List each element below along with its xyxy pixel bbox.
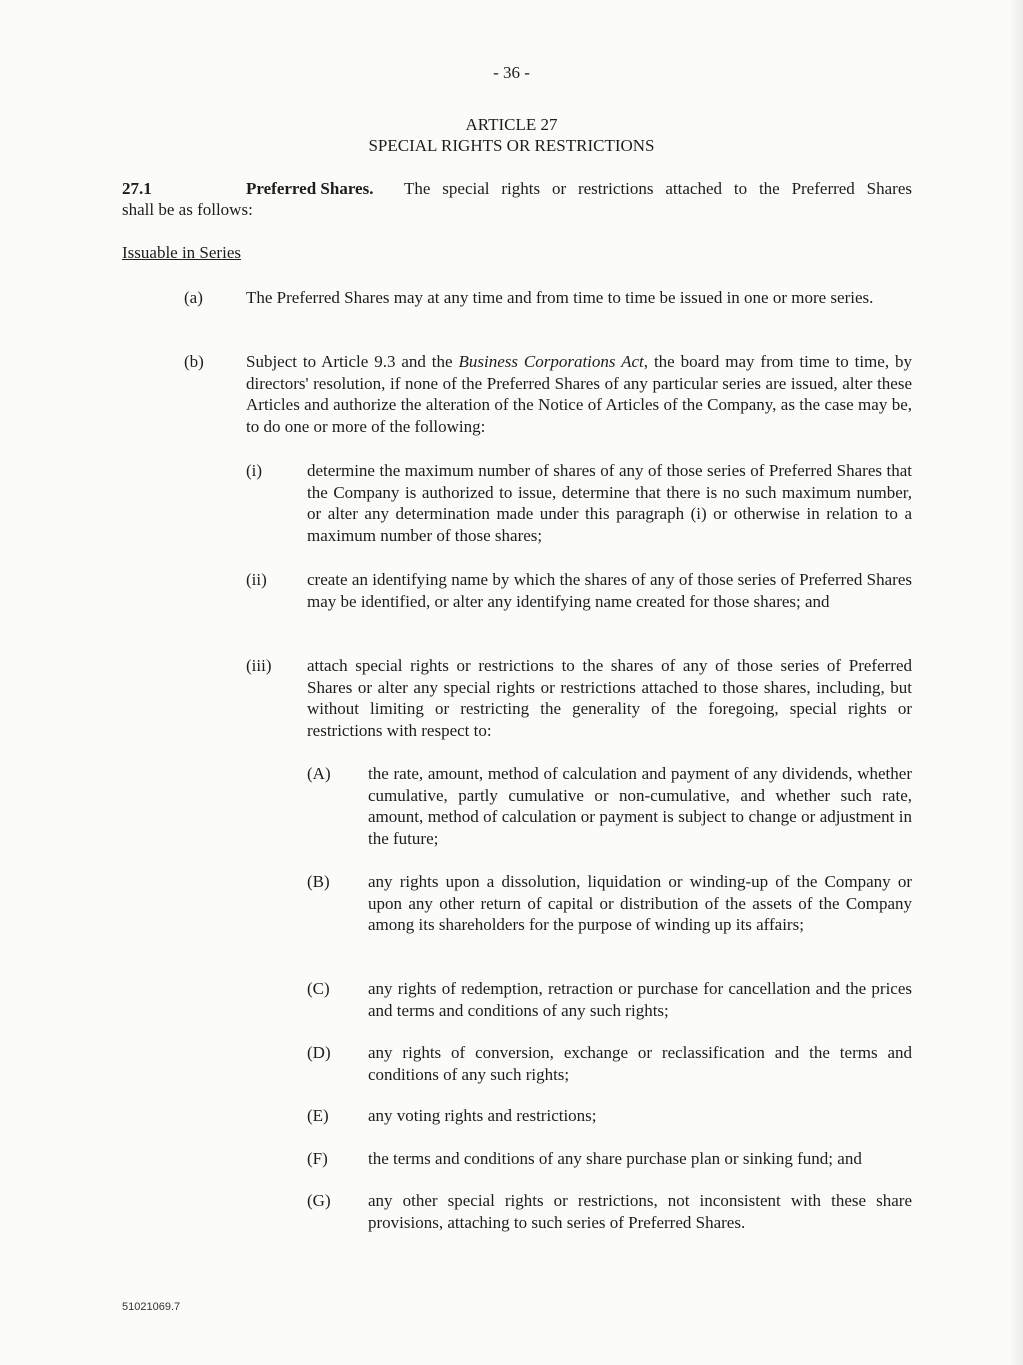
item-a-label: (a) bbox=[184, 288, 203, 307]
item-B-text: any rights upon a dissolution, liquidation or winding-up of the Company or upon any other return of capital or distribution of the assets of the Company among its shareholders for the purpose of winding up its affairs; bbox=[368, 872, 912, 934]
item-b-label: (b) bbox=[184, 352, 204, 371]
item-G-text: any other special rights or restrictions, not inconsistent with these share provisions, attaching to such series of Preferred Shares. bbox=[368, 1191, 912, 1232]
section-intro: The special rights or restrictions attached to the Preferred Shares bbox=[404, 179, 912, 198]
document-id: 51021069.7 bbox=[122, 1301, 181, 1313]
item-C-text: any rights of redemption, retraction or purchase for cancellation and the prices and terms and conditions of any such rights; bbox=[368, 979, 912, 1020]
item-D-label: (D) bbox=[307, 1043, 331, 1062]
item-i-text: determine the maximum number of shares of any of those series of Preferred Shares that the Company is authorized to issue, determine that there is no such maximum number, or alter any determination made under this paragraph (i) or otherwise in relation to a maximum number of those shares; bbox=[307, 461, 912, 545]
item-A-label: (A) bbox=[307, 764, 331, 783]
section-intro-continued: shall be as follows: bbox=[122, 200, 253, 219]
item-E-label: (E) bbox=[307, 1106, 329, 1125]
item-B-label: (B) bbox=[307, 872, 330, 891]
item-b-text-part2: , the board may from time to time, by directors' resolution, if none of the Preferred Shares of any particular series are issued, alter these Articles and authorize the alteration of the Notice of Articles of the Company, as the case may be, to do one or more of the following: bbox=[246, 352, 912, 436]
item-F-text: the terms and conditions of any share purchase plan or sinking fund; and bbox=[368, 1149, 862, 1168]
item-b-text bbox=[246, 351, 912, 437]
scan-edge-shadow bbox=[1009, 0, 1023, 1365]
item-ii-text: create an identifying name by which the shares of any of those series of Preferred Shares may be identified, or alter any identifying name created for those shares; and bbox=[307, 570, 912, 611]
item-a-text: The Preferred Shares may at any time and from time to time be issued in one or more series. bbox=[246, 288, 874, 307]
subheading-issuable-in-series: Issuable in Series bbox=[122, 243, 241, 262]
article-title: SPECIAL RIGHTS OR RESTRICTIONS bbox=[368, 136, 655, 155]
item-E-text: any voting rights and restrictions; bbox=[368, 1106, 597, 1125]
section-heading: Preferred Shares. bbox=[246, 179, 374, 198]
item-ii-label: (ii) bbox=[246, 570, 267, 589]
item-D-text: any rights of conversion, exchange or reclassification and the terms and conditions of any such rights; bbox=[368, 1043, 912, 1084]
item-i-label: (i) bbox=[246, 461, 263, 480]
item-C-label: (C) bbox=[307, 979, 330, 998]
item-F-label: (F) bbox=[307, 1149, 328, 1168]
item-iii-label: (iii) bbox=[246, 656, 272, 675]
section-number: 27.1 bbox=[122, 179, 152, 198]
item-iii-text: attach special rights or restrictions to the shares of any of those series of Preferred Shares or alter any special rights or restrictions attached to those shares, including, but without limiting or restricting the generality of the foregoing, special rights or restrictions with respect to: bbox=[307, 656, 912, 740]
page-number: - 36 - bbox=[493, 63, 530, 82]
business-corporations-act: Business Corporations Act bbox=[458, 352, 644, 371]
item-A-text: the rate, amount, method of calculation and payment of any dividends, whether cumulative, partly cumulative or non-cumulative, and whether such rate, amount, method of calculation or payment is subject to change or adjustment in the future; bbox=[368, 764, 912, 848]
article-number: ARTICLE 27 bbox=[465, 115, 558, 134]
item-G-label: (G) bbox=[307, 1191, 331, 1210]
item-b-text-part1: Subject to Article 9.3 and the bbox=[246, 352, 459, 371]
